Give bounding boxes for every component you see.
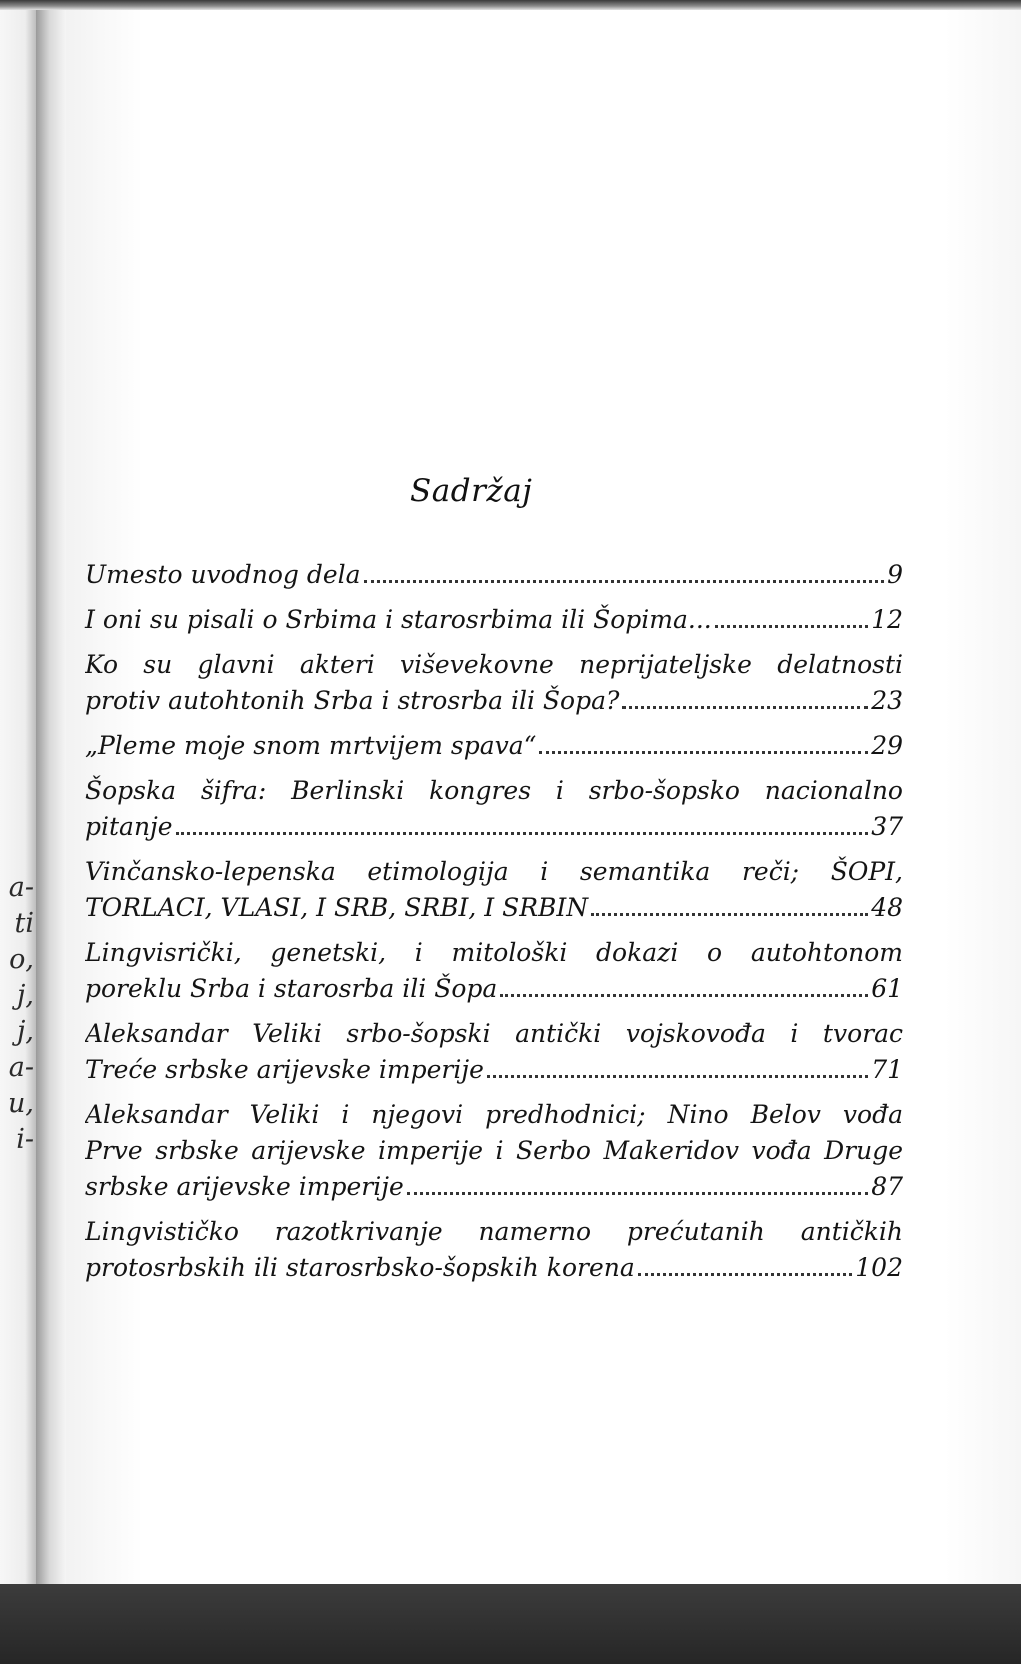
toc-page-number: 9 (887, 560, 903, 589)
dot-leader (715, 625, 868, 628)
toc-entry-title-line: TORLACI, VLASI, I SRB, SRBI, I SRBIN (85, 893, 589, 922)
toc-page-number: 12 (871, 605, 903, 634)
toc-entry[interactable] (85, 935, 903, 1007)
toc-entry[interactable] (85, 1097, 903, 1205)
facing-page-fragment: j, (17, 980, 34, 1011)
dot-leader (622, 706, 868, 709)
toc-entry[interactable] (85, 728, 903, 764)
toc-page-number: 29 (871, 731, 903, 760)
facing-page-fragment: a- (8, 872, 34, 903)
dot-leader (364, 580, 885, 583)
toc-entry-title-line: protiv autohtonih Srba i strosrba ili Šopa? (85, 686, 620, 715)
facing-page-fragment: o, (9, 944, 34, 975)
toc-entry-title-line: Umesto uvodnog dela (85, 560, 361, 589)
toc-entry-title-line: srbske arijevske imperije (85, 1172, 404, 1201)
page-title: Sadržaj (410, 473, 533, 509)
toc-entry[interactable] (85, 854, 903, 926)
toc-entry-title-line: protosrbskih ili starosrbsko-šopskih korena (85, 1253, 635, 1282)
toc-entry-title-line: I oni su pisali o Srbima i starosrbima ili Šopima... (85, 605, 712, 634)
toc-page-number: 102 (855, 1253, 903, 1282)
facing-page-fragment: j, (17, 1016, 34, 1047)
toc-page-number: 61 (871, 974, 903, 1003)
toc-entry-title-line: Lingvističko razotkrivanje namerno prećutanih antičkih (85, 1217, 903, 1246)
scan-bottom-edge (0, 1584, 1021, 1664)
scan-top-edge (0, 0, 1021, 10)
dot-leader (407, 1192, 868, 1195)
toc-entry-title-line: Šopska šifra: Berlinski kongres i srbo-šopsko nacionalno (85, 776, 903, 805)
toc-page-number: 87 (871, 1172, 903, 1201)
dot-leader (487, 1075, 868, 1078)
toc-page-number: 37 (871, 812, 903, 841)
toc-entry[interactable] (85, 647, 903, 719)
toc-page-number: 23 (871, 686, 903, 715)
toc-entry-title-line: Aleksandar Veliki i njegovi predhodnici; Nino Belov vođa (85, 1100, 903, 1129)
book-gutter (36, 10, 66, 1584)
toc-entry[interactable] (85, 602, 903, 638)
facing-page-text-fragments (0, 870, 34, 1158)
facing-page-fragment: ti (14, 908, 34, 939)
toc-entry[interactable] (85, 1016, 903, 1088)
dot-leader (638, 1273, 853, 1276)
toc-entry-title-line: Vinčansko-lepenska etimologija i semantika reči; ŠOPI, (85, 857, 903, 886)
toc-entry-title-line: Aleksandar Veliki srbo-šopski antički vojskovođa i tvorac (85, 1019, 903, 1048)
table-of-contents (85, 557, 903, 1295)
dot-leader (500, 994, 868, 997)
toc-entry-title-line: Ko su glavni akteri viševekovne neprijateljske delatnosti (85, 650, 903, 679)
toc-entry-title-line: Lingvisrički, genetski, i mitološki dokazi o autohtonom (85, 938, 903, 967)
toc-entry[interactable] (85, 557, 903, 593)
toc-entry-title-line: Prve srbske arijevske imperije i Serbo Makeridov vođa Druge (85, 1136, 903, 1165)
dot-leader (591, 913, 868, 916)
facing-page-fragment: a- (8, 1052, 34, 1083)
facing-page-fragment: i- (16, 1124, 34, 1155)
dot-leader (176, 832, 869, 835)
toc-page-number: 48 (871, 893, 903, 922)
toc-entry[interactable] (85, 773, 903, 845)
toc-entry-title-line: poreklu Srba i starosrba ili Šopa (85, 974, 498, 1003)
toc-page-number: 71 (871, 1055, 903, 1084)
toc-entry-title-line: Treće srbske arijevske imperije (85, 1055, 484, 1084)
facing-page-edge (0, 10, 36, 1584)
toc-entry-title-line: pitanje (85, 812, 173, 841)
dot-leader (539, 751, 868, 754)
toc-entry-title-line: „Pleme moje snom mrtvijem spava“ (85, 731, 537, 760)
toc-entry[interactable] (85, 1214, 903, 1286)
facing-page-fragment: u, (8, 1088, 34, 1119)
